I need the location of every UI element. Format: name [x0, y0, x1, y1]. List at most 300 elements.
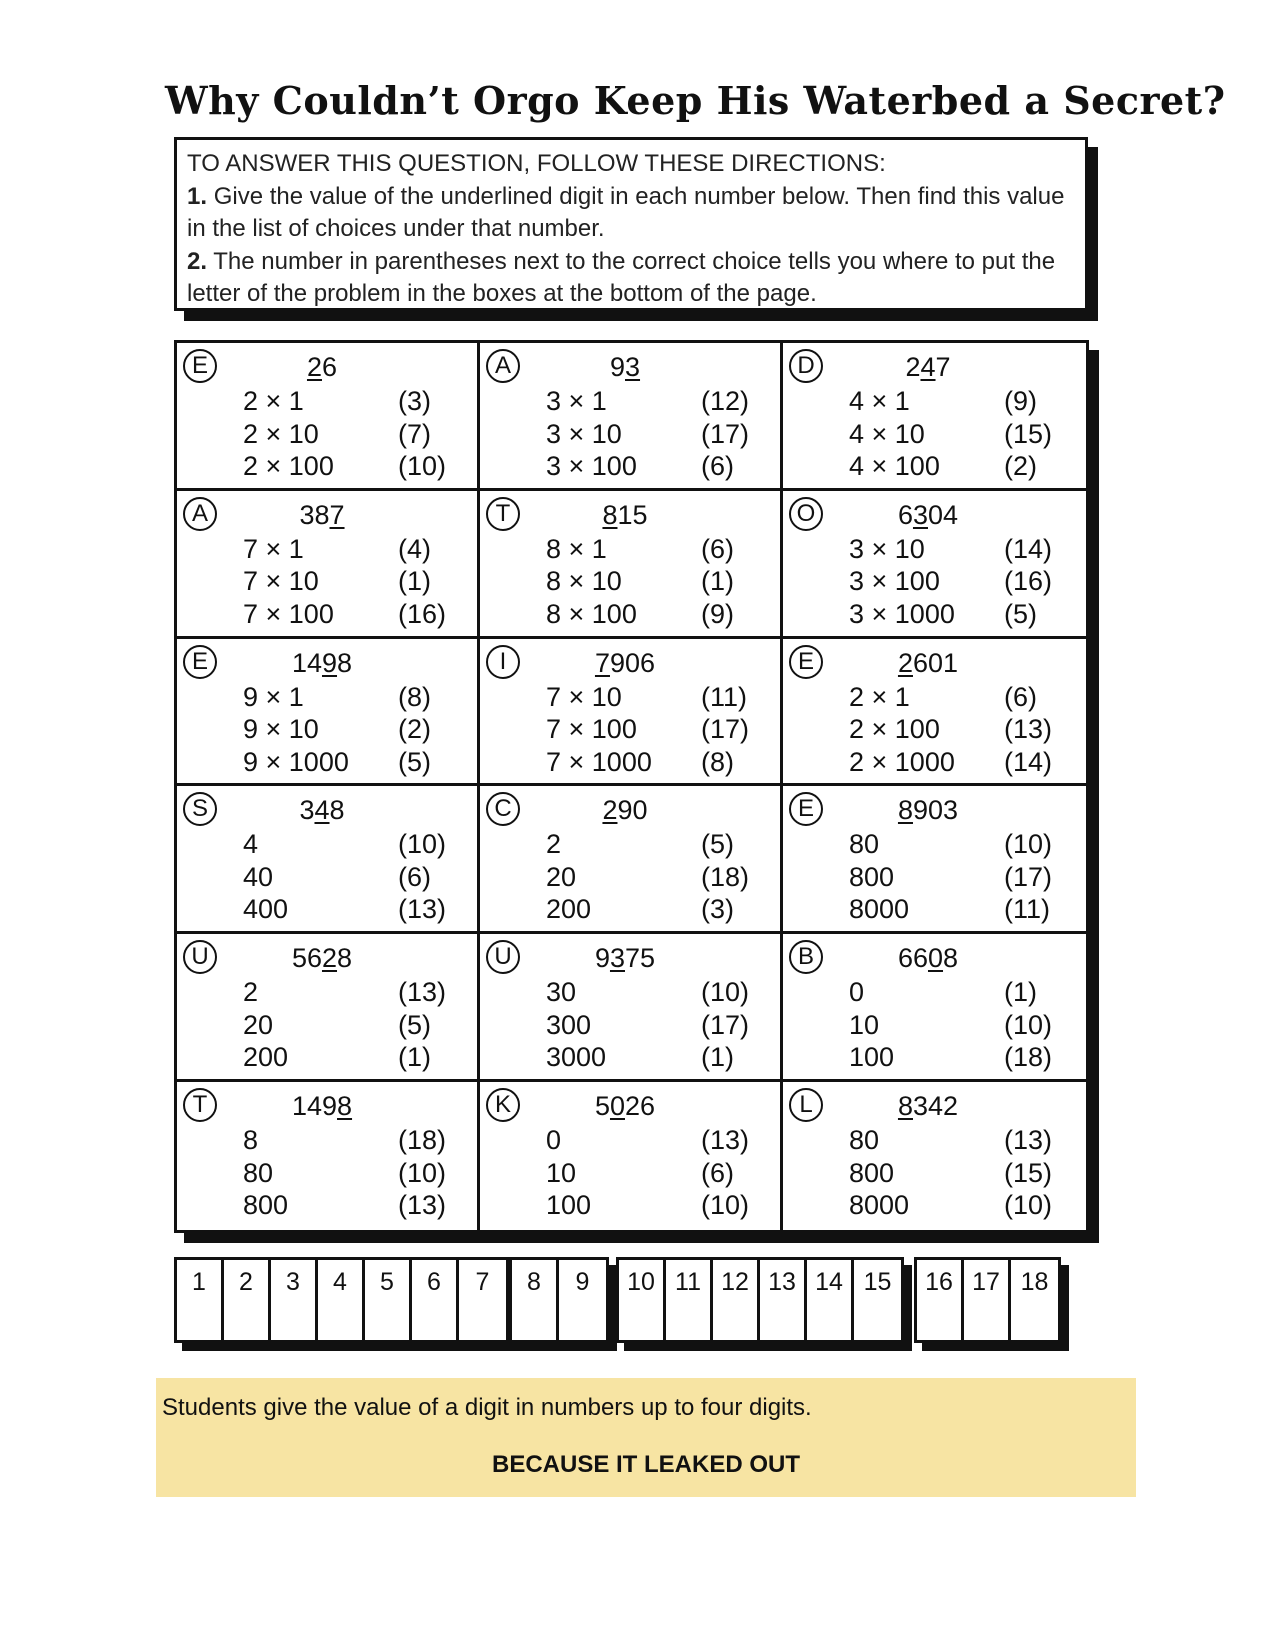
choice-value: 800: [849, 861, 895, 892]
choice-row: [849, 385, 1079, 418]
choice-value: 0: [546, 1125, 562, 1156]
choice-list: [849, 533, 1079, 631]
choice-position: (5): [398, 1009, 431, 1040]
choice-value: 400: [243, 894, 289, 925]
choice-row: [849, 1041, 1079, 1074]
page-title: Why Couldn’t Orgo Keep His Waterbed a Secret?: [165, 78, 1226, 123]
choice-value: 80: [243, 1157, 274, 1188]
answer-box[interactable]: [760, 1260, 807, 1340]
choice-value: 3 × 100: [546, 451, 637, 481]
choice-value: 10: [849, 1009, 880, 1040]
choice-list: [243, 1124, 473, 1222]
choice-position: (11): [1004, 894, 1051, 925]
problem-cell: [480, 491, 783, 639]
problem-number: [247, 942, 397, 974]
number-part: 8: [337, 943, 353, 974]
problem-number: [853, 942, 1003, 974]
directions-heading: TO ANSWER THIS QUESTION, FOLLOW THESE DIRECTIONS:: [187, 150, 886, 177]
choice-value: 800: [243, 1190, 289, 1221]
number-part: 8: [337, 647, 353, 678]
underlined-digit: 7: [329, 499, 345, 530]
choice-value: 8 × 10: [546, 566, 622, 597]
number-part: 56: [291, 943, 322, 974]
problem-letter-badge: A: [183, 497, 217, 531]
problem-letter-badge: A: [486, 349, 520, 383]
choice-list: [849, 1124, 1079, 1222]
choice-row: [546, 893, 776, 926]
number-part: 3: [299, 795, 315, 826]
choice-row: [243, 450, 473, 483]
choice-row: [243, 1009, 473, 1042]
choice-row: [546, 861, 776, 894]
choice-position: (10): [398, 1157, 447, 1188]
choice-position: (17): [701, 418, 750, 449]
choice-row: [849, 598, 1079, 631]
answer-box-number: 9: [575, 1268, 590, 1296]
answer-box-number: 3: [286, 1268, 300, 1296]
problem-cell: [480, 1082, 783, 1230]
problem-cell: [480, 786, 783, 934]
choice-row: [243, 1189, 473, 1222]
number-part: 26: [625, 1091, 656, 1122]
footer-panel: [156, 1378, 1136, 1497]
problem-number: [853, 647, 1003, 679]
choice-position: (10): [701, 1190, 750, 1221]
directions-step-2: [187, 246, 1075, 311]
choice-position: (14): [1004, 533, 1053, 564]
choice-position: (8): [701, 746, 734, 777]
choice-value: 3 × 100: [849, 566, 940, 597]
choice-row: [546, 746, 776, 779]
choice-value: 200: [546, 894, 592, 925]
answer-box-number: 12: [721, 1268, 749, 1296]
problem-letter-badge: U: [183, 940, 217, 974]
problem-number: [550, 1090, 700, 1122]
answer-box[interactable]: [917, 1260, 964, 1340]
answer-box-group: [616, 1257, 904, 1343]
choice-list: [546, 385, 776, 483]
choice-value: 20: [546, 861, 577, 892]
choice-value: 8000: [849, 1190, 910, 1221]
answer-box-number: 5: [380, 1268, 394, 1296]
problem-cell: [177, 343, 480, 491]
choice-position: (4): [398, 533, 431, 564]
choice-position: (17): [1004, 861, 1053, 892]
problem-number: [247, 794, 397, 826]
underlined-digit: 0: [927, 943, 944, 974]
underlined-digit: 2: [306, 352, 322, 382]
choice-value: 2 × 100: [849, 714, 940, 745]
choice-list: [546, 533, 776, 631]
answer-box[interactable]: [559, 1260, 606, 1340]
choice-value: 4 × 1: [849, 386, 910, 416]
choice-row: [546, 598, 776, 631]
choice-value: 8 × 100: [546, 598, 637, 629]
problem-letter-badge: S: [183, 792, 217, 826]
choice-position: (11): [701, 681, 748, 712]
step-2-text: The number in parentheses next to the correct choice tells you where to put the letter of the problem in the boxes at the bottom of the page.: [187, 247, 1056, 307]
choice-position: (5): [701, 829, 734, 860]
problem-cell: [177, 639, 480, 787]
choice-position: (1): [398, 566, 431, 597]
problem-number: [550, 499, 700, 531]
choice-value: 20: [243, 1009, 274, 1040]
problem-cell: [480, 639, 783, 787]
choice-row: [546, 976, 776, 1009]
number-part: 5: [594, 1091, 610, 1122]
choice-value: 100: [849, 1042, 895, 1073]
choice-value: 2 × 10: [243, 418, 319, 449]
choice-row: [849, 450, 1079, 483]
choice-row: [849, 533, 1079, 566]
underlined-digit: 8: [897, 795, 913, 826]
problem-letter-badge: U: [486, 940, 520, 974]
underlined-digit: 4: [920, 352, 936, 382]
choice-value: 3 × 10: [849, 533, 925, 564]
choice-position: (1): [398, 1042, 431, 1073]
choice-position: (6): [398, 861, 431, 892]
problem-cell: [783, 1082, 1086, 1230]
problem-letter-badge: D: [789, 349, 823, 383]
problem-number: [550, 647, 700, 679]
answer-box[interactable]: [365, 1260, 412, 1340]
choice-row: [243, 598, 473, 631]
choice-value: 100: [546, 1190, 592, 1221]
choice-position: (1): [1004, 977, 1037, 1008]
choice-row: [546, 533, 776, 566]
choice-value: 7 × 100: [546, 714, 637, 745]
choice-position: (6): [701, 533, 734, 564]
choice-position: (3): [701, 894, 734, 925]
choice-row: [849, 828, 1079, 861]
choice-value: 30: [546, 977, 577, 1008]
choice-row: [546, 565, 776, 598]
choice-list: [849, 681, 1079, 779]
choice-row: [546, 713, 776, 746]
choice-row: [243, 746, 473, 779]
number-part: 903: [912, 795, 959, 826]
number-part: 601: [912, 647, 959, 678]
answer-box[interactable]: [964, 1260, 1011, 1340]
underlined-digit: 3: [912, 499, 928, 530]
answer-box[interactable]: [271, 1260, 318, 1340]
choice-value: 7 × 100: [243, 598, 334, 629]
answer-box[interactable]: [318, 1260, 365, 1340]
choice-position: (13): [398, 977, 447, 1008]
answer-box-number: 11: [675, 1268, 701, 1296]
choice-row: [849, 1157, 1079, 1190]
choice-row: [849, 893, 1079, 926]
number-part: 7: [935, 352, 951, 382]
choice-position: (10): [1004, 829, 1053, 860]
number-part: 6: [322, 352, 338, 382]
choice-value: 8: [243, 1125, 259, 1156]
choice-row: [849, 746, 1079, 779]
problem-number: [247, 647, 397, 679]
choice-row: [243, 385, 473, 418]
choice-row: [546, 418, 776, 451]
answer-box-group: [509, 1257, 609, 1343]
choice-position: (14): [1004, 746, 1053, 777]
number-part: 6: [897, 499, 913, 530]
step-1-text: Give the value of the underlined digit in each number below. Then find this value in the list of choices under that number.: [187, 182, 1065, 242]
step-2-number: 2.: [187, 247, 208, 275]
choice-value: 3 × 10: [546, 418, 622, 449]
problem-letter-badge: E: [183, 645, 217, 679]
choice-position: (6): [1004, 681, 1037, 712]
choice-value: 7 × 1000: [546, 746, 652, 777]
choice-row: [849, 418, 1079, 451]
choice-position: (18): [398, 1125, 447, 1156]
choice-value: 2 × 100: [243, 451, 334, 481]
choice-row: [243, 418, 473, 451]
choice-position: (2): [1004, 451, 1037, 481]
number-part: 342: [912, 1091, 959, 1122]
choice-list: [849, 385, 1079, 483]
choice-list: [849, 828, 1079, 926]
underlined-digit: 4: [314, 795, 330, 826]
choice-value: 2 × 1: [849, 681, 910, 712]
underlined-digit: 8: [602, 499, 618, 530]
problem-cell: [177, 786, 480, 934]
underlined-digit: 8: [337, 1091, 353, 1122]
underlined-digit: 2: [602, 795, 618, 826]
problem-cell: [177, 1082, 480, 1230]
number-part: 9: [609, 352, 625, 382]
answer-box-number: 4: [333, 1268, 347, 1296]
choice-position: (10): [1004, 1190, 1053, 1221]
choice-row: [243, 861, 473, 894]
choice-position: (12): [701, 386, 750, 416]
answer-box-number: 1: [192, 1268, 206, 1296]
choice-value: 9 × 1: [243, 681, 304, 712]
choice-position: (16): [1004, 566, 1053, 597]
problem-number: [853, 1090, 1003, 1122]
answer-box-number: 17: [972, 1268, 1000, 1296]
choice-value: 3 × 1: [546, 386, 607, 416]
problem-number: [247, 1090, 397, 1122]
choice-row: [849, 861, 1079, 894]
choice-value: 0: [849, 977, 865, 1008]
answer-box[interactable]: [666, 1260, 713, 1340]
choice-row: [243, 1157, 473, 1190]
choice-row: [243, 565, 473, 598]
directions-step-1: [187, 181, 1075, 246]
choice-position: (10): [398, 451, 447, 481]
answer-box[interactable]: [1011, 1260, 1058, 1340]
choice-list: [243, 828, 473, 926]
choice-row: [243, 893, 473, 926]
choice-position: (10): [701, 977, 750, 1008]
number-part: 906: [609, 647, 656, 678]
choice-position: (1): [701, 566, 734, 597]
choice-value: 3000: [546, 1042, 607, 1073]
choice-row: [849, 1189, 1079, 1222]
puzzle-answer: BECAUSE IT LEAKED OUT: [491, 1451, 800, 1478]
answer-box[interactable]: [854, 1260, 901, 1340]
problem-cell: [783, 343, 1086, 491]
problem-cell: [177, 934, 480, 1082]
choice-value: 300: [546, 1009, 592, 1040]
choice-list: [243, 681, 473, 779]
problem-letter-badge: E: [789, 792, 823, 826]
choice-position: (10): [398, 829, 447, 860]
choice-row: [243, 533, 473, 566]
choice-position: (15): [1004, 418, 1053, 449]
choice-position: (17): [701, 714, 750, 745]
choice-value: 8000: [849, 894, 910, 925]
answer-box[interactable]: [177, 1260, 224, 1340]
answer-box-number: 13: [768, 1268, 796, 1296]
choice-position: (13): [1004, 714, 1053, 745]
choice-value: 7 × 1: [243, 533, 304, 564]
choice-row: [849, 681, 1079, 714]
underlined-digit: 0: [609, 1091, 625, 1122]
number-part: 14: [291, 647, 322, 678]
choice-value: 2 × 1: [243, 386, 304, 416]
problem-cell: [783, 639, 1086, 787]
answer-box[interactable]: [619, 1260, 666, 1340]
choice-value: 3 × 1000: [849, 598, 955, 629]
choice-list: [546, 976, 776, 1074]
choice-position: (15): [1004, 1157, 1053, 1188]
choice-position: (1): [701, 1042, 734, 1073]
choice-row: [546, 450, 776, 483]
choice-value: 2 × 1000: [849, 746, 955, 777]
choice-position: (10): [1004, 1009, 1053, 1040]
choice-row: [243, 1124, 473, 1157]
choice-position: (9): [1004, 386, 1037, 416]
choice-row: [546, 1124, 776, 1157]
problem-number: [550, 351, 700, 383]
choice-value: 2: [546, 829, 562, 860]
problem-letter-badge: E: [789, 645, 823, 679]
number-part: 8: [943, 943, 959, 974]
choice-row: [849, 1124, 1079, 1157]
choice-value: 4 × 100: [849, 451, 940, 481]
answer-box-number: 8: [527, 1268, 541, 1296]
choice-value: 200: [243, 1042, 289, 1073]
choice-value: 800: [849, 1157, 895, 1188]
answer-box-number: 6: [427, 1268, 441, 1296]
problem-letter-badge: T: [486, 497, 520, 531]
underlined-digit: 3: [625, 352, 641, 382]
choice-position: (5): [398, 746, 431, 777]
number-part: 15: [617, 499, 648, 530]
underlined-digit: 3: [609, 943, 625, 974]
choice-value: 8 × 1: [546, 533, 607, 564]
choice-value: 4: [243, 829, 259, 860]
problem-letter-badge: E: [183, 349, 217, 383]
answer-box[interactable]: [807, 1260, 854, 1340]
answer-box-number: 16: [925, 1268, 953, 1296]
choice-list: [546, 828, 776, 926]
answer-box[interactable]: [224, 1260, 271, 1340]
choice-row: [243, 828, 473, 861]
choice-row: [546, 828, 776, 861]
number-part: 2: [905, 352, 921, 382]
choice-row: [546, 1041, 776, 1074]
choice-position: (5): [1004, 598, 1037, 629]
answer-box[interactable]: [459, 1260, 506, 1340]
problem-number: [550, 794, 700, 826]
answer-box[interactable]: [713, 1260, 760, 1340]
choice-value: 2: [243, 977, 259, 1008]
problem-number: [853, 794, 1003, 826]
problem-cell: [480, 934, 783, 1082]
underlined-digit: 2: [321, 943, 338, 974]
problem-letter-badge: B: [789, 940, 823, 974]
answer-box[interactable]: [512, 1260, 559, 1340]
choice-value: 80: [849, 829, 880, 860]
problem-number: [550, 942, 700, 974]
answer-box-group: [174, 1257, 509, 1343]
problem-letter-badge: I: [486, 645, 520, 679]
choice-position: (13): [701, 1125, 750, 1156]
problem-letter-badge: L: [789, 1088, 823, 1122]
problem-cell: [783, 491, 1086, 639]
choice-row: [243, 976, 473, 1009]
choice-row: [546, 681, 776, 714]
choice-position: (2): [398, 714, 431, 745]
answer-box-number: 15: [863, 1268, 892, 1296]
answer-box-number: 18: [1020, 1268, 1049, 1296]
number-part: 149: [291, 1091, 338, 1122]
choice-row: [546, 1157, 776, 1190]
answer-box-number: 10: [627, 1268, 655, 1296]
problem-letter-badge: O: [789, 497, 823, 531]
problem-cell: [783, 934, 1086, 1082]
underlined-digit: 2: [897, 647, 913, 678]
choice-list: [546, 1124, 776, 1222]
problem-number: [853, 499, 1003, 531]
choice-value: 9 × 1000: [243, 746, 349, 777]
choice-position: (6): [701, 1157, 734, 1188]
number-part: 38: [299, 499, 330, 530]
number-part: 9: [594, 943, 610, 974]
problem-cell: [177, 491, 480, 639]
choice-list: [849, 976, 1079, 1074]
problem-number: [247, 499, 397, 531]
problem-cell: [783, 786, 1086, 934]
problem-letter-badge: T: [183, 1088, 217, 1122]
choice-list: [546, 681, 776, 779]
choice-position: (18): [1004, 1042, 1053, 1073]
choice-row: [243, 681, 473, 714]
number-part: 8: [329, 795, 345, 826]
choice-list: [243, 385, 473, 483]
number-part: 66: [897, 943, 928, 974]
choice-position: (9): [701, 598, 734, 629]
choice-position: (13): [398, 1190, 447, 1221]
choice-row: [849, 565, 1079, 598]
step-1-number: 1.: [187, 182, 208, 210]
problem-letter-badge: C: [486, 792, 520, 826]
underlined-digit: 7: [594, 647, 610, 678]
choice-row: [546, 385, 776, 418]
choice-position: (8): [398, 681, 431, 712]
problem-number: [247, 351, 397, 383]
answer-box-group: [914, 1257, 1061, 1343]
answer-box-number: 2: [239, 1268, 253, 1296]
choice-position: (17): [701, 1009, 750, 1040]
answer-box[interactable]: [412, 1260, 459, 1340]
problem-number: [853, 351, 1003, 383]
choice-row: [546, 1189, 776, 1222]
problem-letter-badge: K: [486, 1088, 520, 1122]
choice-position: (7): [398, 418, 431, 449]
directions-box: [174, 137, 1088, 311]
